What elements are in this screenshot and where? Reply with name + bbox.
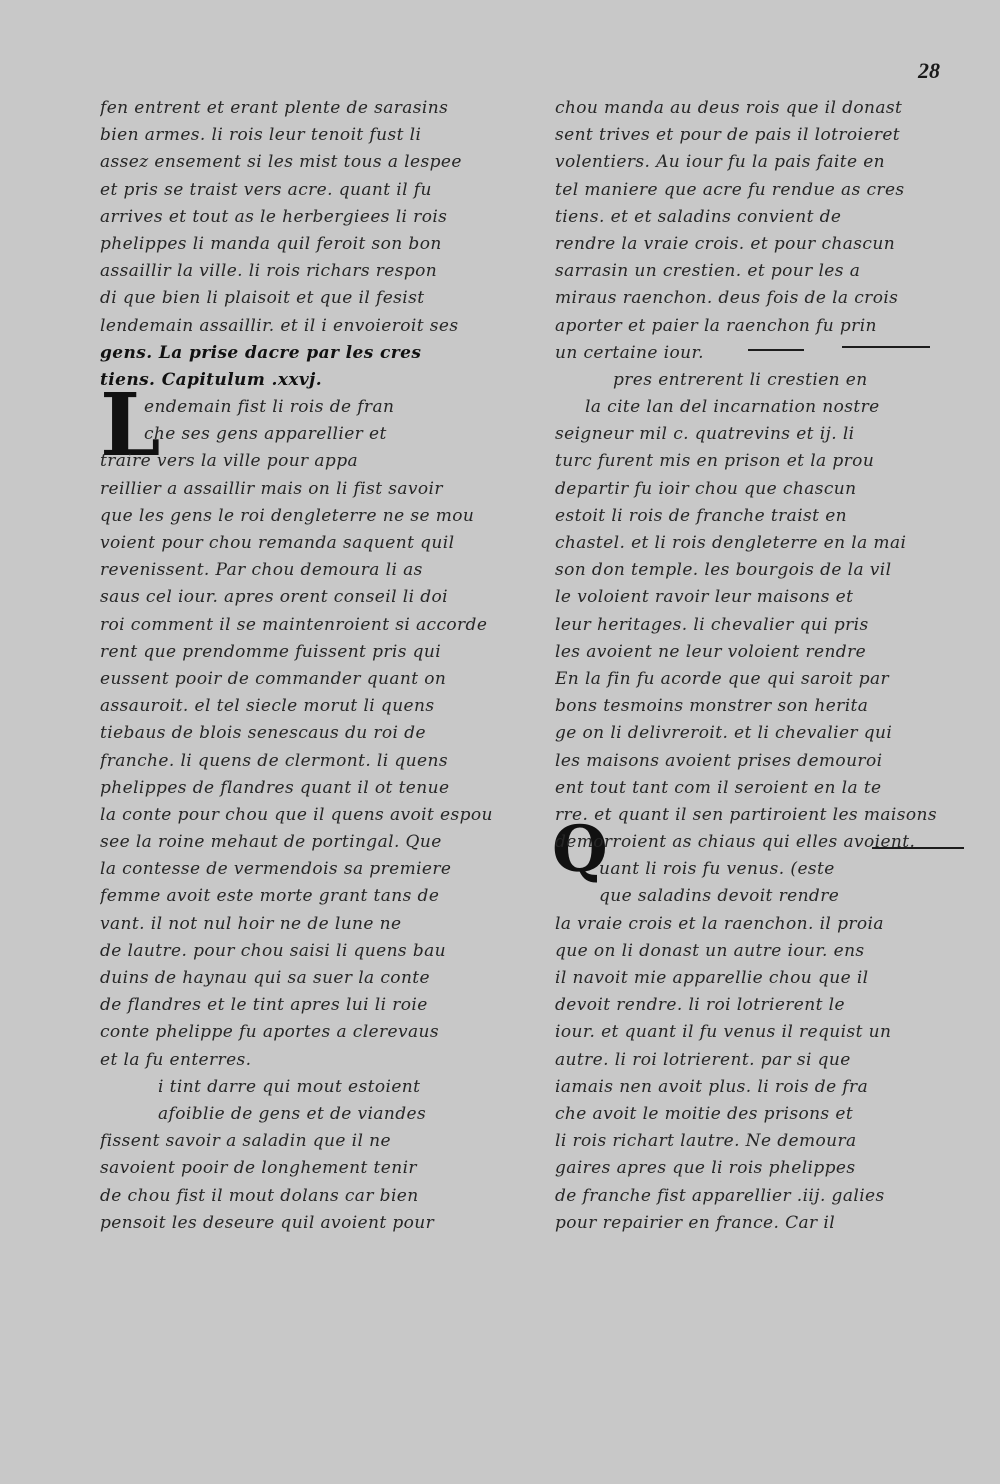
text-line: les maisons avoient prises demouroi <box>555 750 883 771</box>
text-line: fissent savoir a saladin que il ne <box>100 1131 391 1152</box>
text-line: estoit li rois de franche traist en <box>555 505 848 526</box>
text-line: la cite lan del incarnation nostre <box>585 397 880 418</box>
text-line: departir fu ioir chou que chascun <box>555 478 857 499</box>
text-line: reillier a assaillir mais on li fist savoir <box>100 478 443 499</box>
text-line: En la fin fu acorde que qui saroit par <box>555 668 890 689</box>
text-line: phelippes li manda quil feroit son bon <box>100 233 442 254</box>
text-line: que les gens le roi dengleterre ne se mou <box>100 505 475 526</box>
text-line: turc furent mis en prison et la prou <box>555 451 875 472</box>
decorated-initial-l: L <box>100 375 161 476</box>
text-line: assauroit. el tel siecle morut li quens <box>100 696 435 717</box>
text-line: rent que prendomme fuissent pris qui <box>100 641 442 662</box>
text-line: son don temple. les bourgois de la vil <box>555 560 892 581</box>
text-line: duins de haynau qui sa suer la conte <box>100 968 430 988</box>
text-line: la vraie crois et la raenchon. il proia <box>555 913 884 934</box>
text-line: que saladins devoit rendre <box>599 886 840 907</box>
text-line: roi comment il se maintenroient si accorde <box>100 614 488 635</box>
text-line: de franche fist apparellier .iij. galies <box>555 1185 885 1206</box>
text-line: vant. il not nul hoir ne de lune ne <box>100 913 402 934</box>
text-line: che ses gens apparellier et <box>144 424 387 445</box>
text-line: femme avoit este morte grant tans de <box>100 886 440 907</box>
text-line: uant li rois fu venus. (este <box>599 859 835 880</box>
text-line: de lautre. pour chou saisi li quens bau <box>100 940 447 961</box>
text-line: li rois richart lautre. Ne demoura <box>555 1131 857 1152</box>
text-line: iour. et quant il fu venus il requist un <box>555 1022 892 1043</box>
text-line: et la fu enterres. <box>100 1049 252 1070</box>
text-line: i tint darre qui mout estoient <box>158 1076 421 1097</box>
text-line: rre. et quant il sen partiroient les maisons <box>555 804 937 825</box>
text-line: conte phelippe fu aportes a clerevaus <box>100 1022 439 1043</box>
text-line: traire vers la ville pour appa <box>100 451 359 472</box>
text-line: devoit rendre. li roi lotrierent le <box>555 995 845 1016</box>
text-line: phelippes de flandres quant il ot tenue <box>100 777 450 798</box>
text-line: pres entrerent li crestien en <box>613 369 868 390</box>
text-line: assaillir la ville. li rois richars respon <box>100 261 438 282</box>
text-line: la conte pour chou que il quens avoit espou <box>100 804 493 825</box>
right-text-column <box>555 95 940 1237</box>
text-line: assez ensement si les mist tous a lespee <box>100 152 462 173</box>
text-line: seigneur mil c. quatrevins et ij. li <box>555 424 855 445</box>
text-line: ge on li delivreroit. et li chevalier qui <box>555 723 893 744</box>
text-line: endemain fist li rois de fran <box>144 397 395 418</box>
text-line: pour repairier en france. Car il <box>555 1212 836 1233</box>
text-line: voient pour chou remanda saquent quil <box>100 533 455 553</box>
text-line: fen entrent et erant plente de sarasins <box>100 98 449 118</box>
text-line: miraus raenchon. deus fois de la crois <box>555 288 899 309</box>
left-text-column <box>100 95 495 1237</box>
text-line: la contesse de vermendois sa premiere <box>100 859 452 880</box>
folio-number: 28 <box>918 58 940 83</box>
text-line: aporter et paier la raenchon fu prin <box>555 315 877 336</box>
text-line: arrives et tout as le herbergiees li rois <box>100 206 448 227</box>
text-line: gaires apres que li rois phelippes <box>555 1158 856 1179</box>
text-line: bien armes. li rois leur tenoit fust li <box>100 125 422 146</box>
text-line: ent tout tant com il seroient en la te <box>555 777 882 798</box>
text-line: sarrasin un crestien. et pour les a <box>555 261 861 282</box>
text-line: lendemain assaillir. et il i envoieroit ses <box>100 315 459 336</box>
text-line: chastel. et li rois dengleterre en la mai <box>555 533 907 553</box>
text-line: les avoient ne leur voloient rendre <box>555 641 867 662</box>
text-line: il navoit mie apparellie chou que il <box>555 968 869 988</box>
text-line: tiens. et et saladins convient de <box>555 206 842 227</box>
text-line: autre. li roi lotrierent. par si que <box>555 1049 851 1070</box>
text-line: leur heritages. li chevalier qui pris <box>555 614 869 635</box>
text-line: afoiblie de gens et de viandes <box>158 1103 427 1124</box>
text-line: un certaine iour. <box>555 342 704 363</box>
text-line: que on li donast un autre iour. ens <box>555 940 865 961</box>
text-line: volentiers. Au iour fu la pais faite en <box>555 152 886 173</box>
text-line: see la roine mehaut de portingal. Que <box>100 832 442 853</box>
text-line: saus cel iour. apres orent conseil li doi <box>100 587 448 608</box>
text-line: rendre la vraie crois. et pour chascun <box>555 233 896 254</box>
text-line: pensoit les deseure quil avoient pour <box>100 1212 435 1233</box>
text-line: savoient pooir de longhement tenir <box>100 1158 417 1179</box>
text-line: et pris se traist vers acre. quant il fu <box>100 179 432 200</box>
text-line: de flandres et le tint apres lui li roie <box>100 995 428 1016</box>
text-line: chou manda au deus rois que il donast <box>555 98 903 118</box>
text-line: di que bien li plaisoit et que il fesist <box>100 288 425 309</box>
text-line: sent trives et pour de pais il lotroieret <box>555 125 901 146</box>
decorated-initial-q: Q <box>552 812 608 887</box>
text-line: bons tesmoins monstrer son herita <box>555 696 869 717</box>
text-line: che avoit le moitie des prisons et <box>555 1103 854 1124</box>
text-line: demorroient as chiaus qui elles avoient. <box>555 832 916 853</box>
text-line: eussent pooir de commander quant on <box>100 668 447 689</box>
chapter-rubric: gens. La prise dacre par les cres <box>100 342 422 363</box>
text-line: le voloient ravoir leur maisons et <box>555 587 854 608</box>
text-line: franche. li quens de clermont. li quens <box>100 750 448 771</box>
text-line: iamais nen avoit plus. li rois de fra <box>555 1076 869 1097</box>
chapter-rubric: tiens. Capitulum .xxvj. <box>100 369 323 390</box>
text-line: revenissent. Par chou demoura li as <box>100 560 423 581</box>
text-line: de chou fist il mout dolans car bien <box>100 1185 419 1206</box>
text-line: tiebaus de blois senescaus du roi de <box>100 723 426 744</box>
text-line: tel maniere que acre fu rendue as cres <box>555 179 905 200</box>
